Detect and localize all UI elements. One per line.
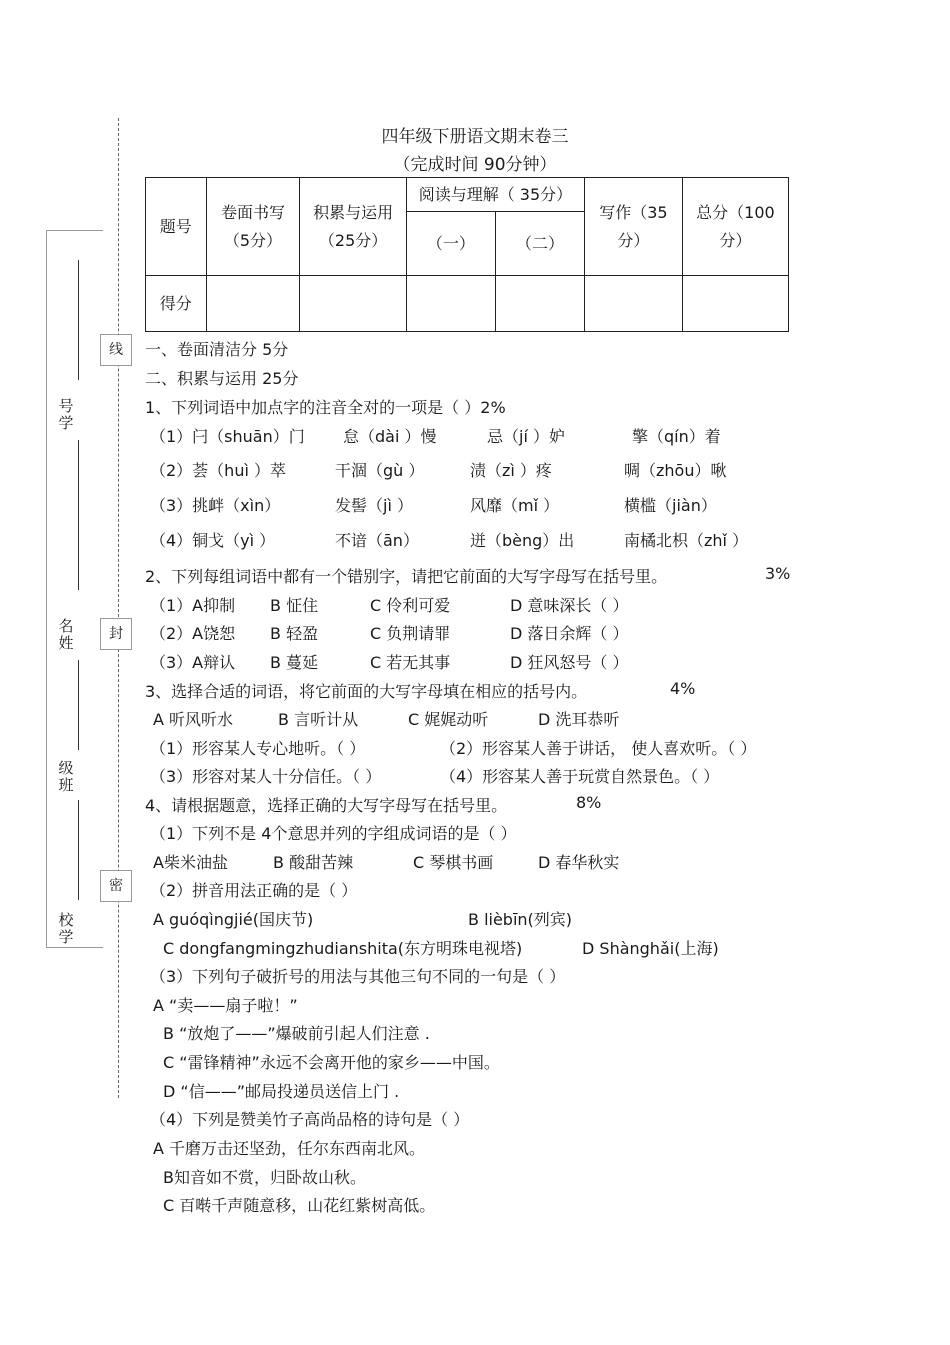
q4-option: D “信——”邮局投递员送信上门 . [163,1082,400,1101]
q1-option: 怠（dài ）慢 [343,427,437,446]
side-separator [78,440,79,590]
q4-option: C 百啭千声随意移，山花红紫树高低。 [163,1196,436,1215]
score-cell[interactable] [495,276,584,332]
student-number-label: 号学 [58,397,74,432]
q1-option: （2）荟（huì ）萃 [150,461,286,480]
side-separator [78,660,79,750]
question-stem: 2、下列每组词语中都有一个错别字，请把它前面的大写字母写在括号里。 [145,567,668,586]
q4-subquestion: （1）下列不是 4个意思并列的字组成词语的是（ ） [150,824,517,843]
q2-option: C 负荆请罪 [370,624,451,643]
score-label: 得分 [146,276,207,332]
q4-option: C dongfangmingzhudianshita(东方明珠电视塔) [163,939,523,958]
exam-title: 四年级下册语文期末卷三 [381,127,569,147]
question-points: 8% [576,793,602,812]
q4-option: B知音如不赏，归卧故山秋。 [163,1168,366,1187]
header-total: 总分（100分） [682,178,788,276]
q3-subquestion: （3）形容对某人十分信任。（ ） [150,767,382,786]
score-table [145,177,789,332]
q3-subquestion: （2）形容某人善于讲话， 使人喜欢听。（ ） [440,739,757,758]
q1-option: 迸（bèng）出 [470,531,575,550]
question-points: 3% [765,564,791,583]
q2-option: B 怔住 [270,596,319,615]
q1-option: （4）铜戈（yì ） [150,531,276,550]
q2-option: C 若无其事 [370,653,451,672]
side-separator [78,800,79,900]
q4-option: B lièbīn(列宾) [468,910,573,929]
q3-subquestion: （1）形容某人专心地听。（ ） [150,739,366,758]
q1-option: 不谙（ān） [335,531,419,550]
q4-option: B 酸甜苦辣 [273,853,354,872]
question-stem: 4、请根据题意，选择正确的大写字母写在括号里。 [145,796,508,815]
header-writing: 写作（35分） [585,178,683,276]
q1-option: （1）闩（shuān）门 [150,427,305,446]
q2-option: B 蔓延 [270,653,319,672]
score-cell[interactable] [206,276,300,332]
q4-option: D Shànghǎi(上海) [582,939,719,958]
side-separator [78,260,79,380]
seal-secret-mark: 密 [100,870,132,902]
q2-option: D 落日余辉（ ） [510,624,629,643]
q2-option: D 狂风怒号（ ） [510,653,629,672]
score-cell[interactable] [300,276,407,332]
binding-line [118,118,119,1098]
q2-option: （3）A辩认 [150,653,236,672]
header-accumulation: 积累与运用（25分） [300,178,407,276]
q1-option: 干涸（gù ） [335,461,425,480]
q4-subquestion: （4）下列是赞美竹子高尚品格的诗句是（ ） [150,1110,470,1129]
q2-option: C 伶利可爱 [370,596,451,615]
q2-option: （1）A抑制 [150,596,236,615]
q2-option: D 意味深长（ ） [510,596,629,615]
q1-option: 南橘北枳（zhǐ ） [624,531,749,550]
q3-option: B 言听计从 [278,710,359,729]
header-item: 题号 [146,178,207,276]
q4-option: D 春华秋实 [538,853,620,872]
q4-option: A柴米油盐 [153,853,228,872]
q2-option: B 轻盈 [270,624,319,643]
q4-option: C “雷锋精神”永远不会离开他的家乡——中国。 [163,1053,500,1072]
seal-seal-mark: 封 [100,618,132,650]
school-label: 校学 [58,911,74,946]
q1-option: 风靡（mǐ ） [470,496,560,515]
q3-option: C 娓娓动听 [408,710,489,729]
section-heading: 二、积累与运用 25分 [145,369,299,388]
class-label: 级班 [58,759,74,794]
score-cell[interactable] [682,276,788,332]
q1-option: 渍（zì ）疼 [470,461,552,480]
q1-option: 横槛（jiàn） [624,496,717,515]
name-label: 名姓 [58,617,74,652]
section-heading: 一、卷面清洁分 5分 [145,340,289,359]
question-stem: 3、选择合适的词语，将它前面的大写字母填在相应的括号内。 [145,682,588,701]
q2-option: （2）A饶恕 [150,624,236,643]
q1-option: 啁（zhōu）啾 [624,461,727,480]
q4-subquestion: （3）下列句子破折号的用法与其他三句不同的一句是（ ） [150,967,566,986]
exam-subtitle: （完成时间 90分钟） [393,155,557,175]
q3-option: A 听风听水 [153,710,234,729]
q4-option: B “放炮了——”爆破前引起人们注意 . [163,1024,430,1043]
q3-subquestion: （4）形容某人善于玩赏自然景色。（ ） [440,767,720,786]
header-handwriting: 卷面书写（5分） [206,178,300,276]
q1-option: 忌（jí ）妒 [487,427,565,446]
seal-line-mark: 线 [100,334,132,366]
header-reading: 阅读与理解（ 35分） [406,178,584,212]
score-cell[interactable] [406,276,495,332]
q4-option: C 琴棋书画 [413,853,494,872]
header-reading-1: （一） [406,212,495,276]
q1-option: 发髻（jì ） [335,496,413,515]
q4-option: A “卖——扇子啦！” [153,996,298,1015]
q4-subquestion: （2）拼音用法正确的是（ ） [150,881,358,900]
question-stem: 1、下列词语中加点字的注音全对的一项是（ ）2% [145,398,506,417]
question-points: 4% [670,679,696,698]
q3-option: D 洗耳恭听 [538,710,620,729]
header-reading-2: （二） [495,212,584,276]
q1-option: 擎（qín）着 [632,427,721,446]
q4-option: A 千磨万击还坚劲，任尔东西南北风。 [153,1139,426,1158]
student-info-box [46,230,103,948]
q4-option: A guóqìngjié(国庆节) [153,910,314,929]
score-cell[interactable] [585,276,683,332]
q1-option: （3）挑衅（xìn） [150,496,281,515]
